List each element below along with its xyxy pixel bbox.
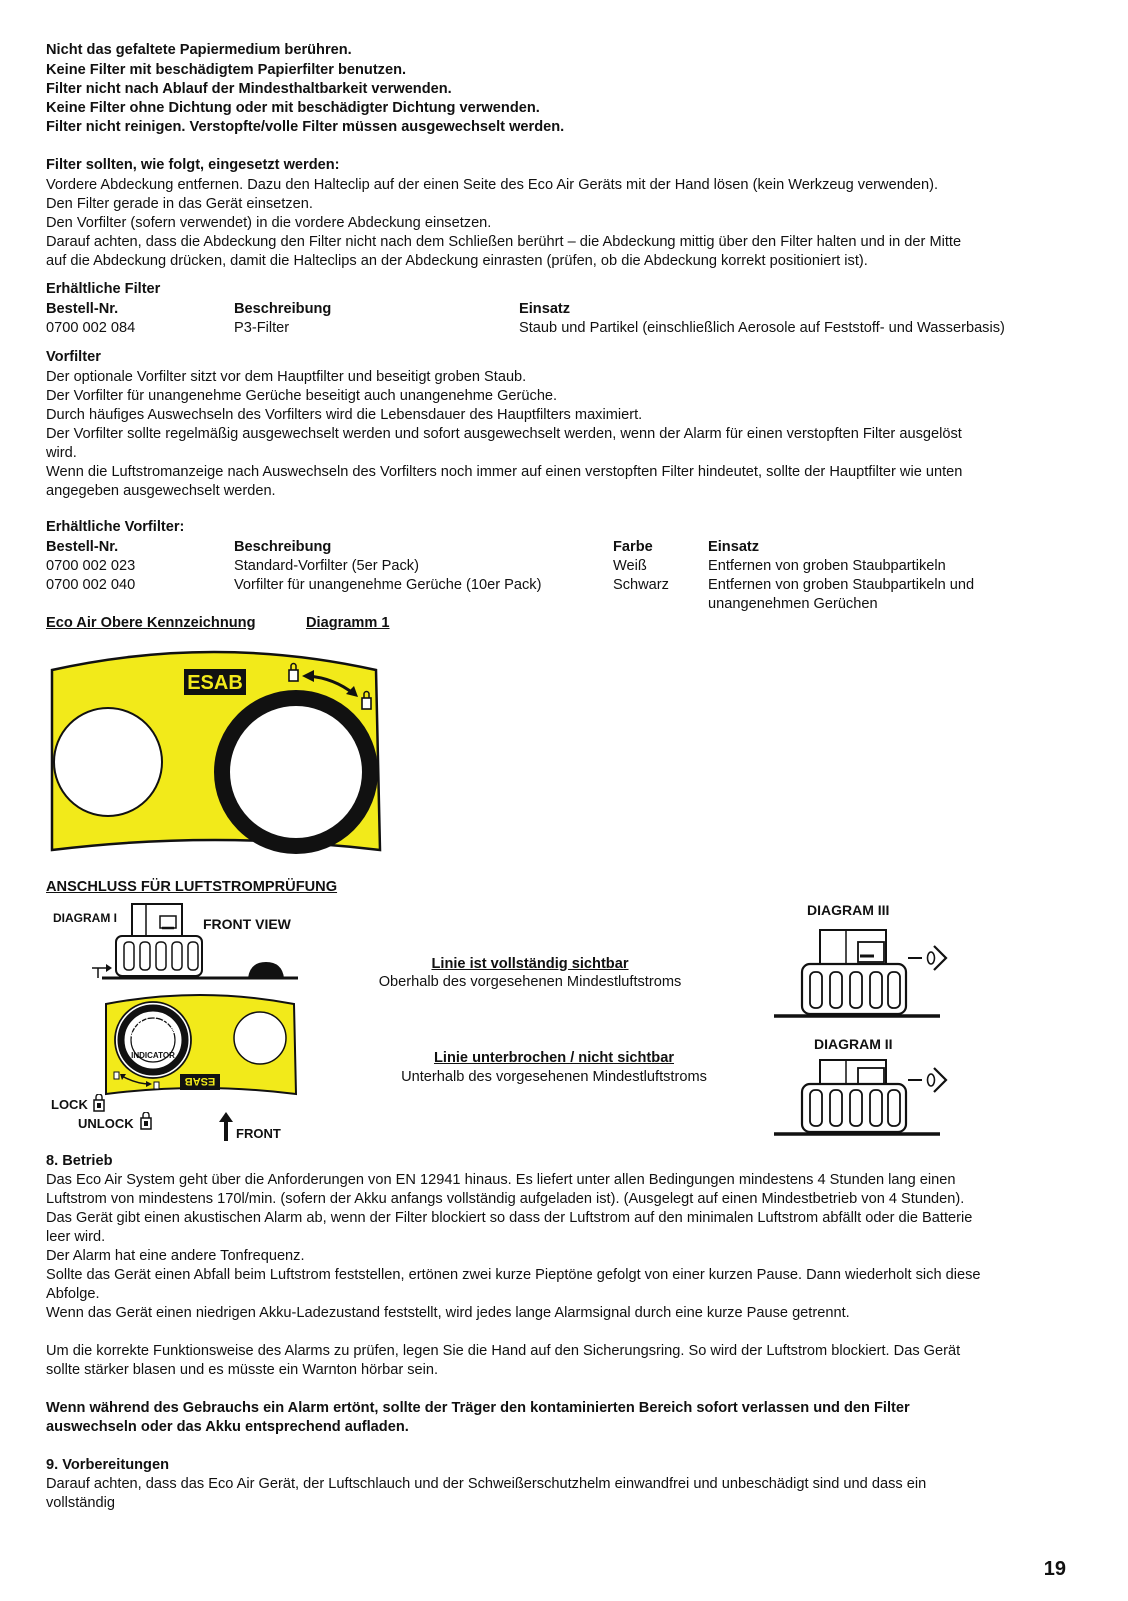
broken-title: Linie unterbrochen / nicht sichtbar xyxy=(433,1050,674,1066)
warning-line: Nicht das gefaltete Papiermedium berühren. xyxy=(46,42,352,58)
filters-row-desc: P3-Filter xyxy=(234,320,290,336)
diagram-ii-label: DIAGRAM II xyxy=(814,1036,893,1052)
operation-line: Wenn das Gerät einen niedrigen Akku-Ladezustand feststellt, wird jedes lange Alarmsignal durch eine kurze Pause getrennt. xyxy=(46,1305,850,1321)
prep-line: Darauf achten, dass das Eco Air Gerät, der Luftschlauch und der Schweißerschutzhelm einwandfrei und unbeschädigt sind und dass ein xyxy=(46,1476,927,1492)
diagram-iii-label: DIAGRAM III xyxy=(807,902,890,918)
prefilters-col-desc: Beschreibung xyxy=(234,539,332,555)
prefilters-r1-order: 0700 002 023 xyxy=(46,558,136,574)
prefilter-line: Der Vorfilter für unangenehme Gerüche beseitigt auch unangenehme Gerüche. xyxy=(46,388,558,404)
filters-row-order: 0700 002 084 xyxy=(46,320,136,336)
eye-icon xyxy=(908,1068,946,1092)
prefilter-line: wird. xyxy=(46,445,77,461)
diagram-iii-figure xyxy=(774,926,952,1020)
prefilters-col-order: Bestell-Nr. xyxy=(46,539,119,555)
lock-icon xyxy=(93,1094,105,1112)
warning-line: Keine Filter mit beschädigtem Papierfilter benutzen. xyxy=(46,62,407,78)
side-view-diagram xyxy=(88,902,308,984)
operation-line: Abfolge. xyxy=(46,1286,100,1302)
operation-line: Der Alarm hat eine andere Tonfrequenz. xyxy=(46,1248,305,1264)
diagram1-caption-right: Diagramm 1 xyxy=(306,615,390,631)
broken-text: Unterhalb des vorgesehenen Mindestluftstroms xyxy=(401,1069,707,1085)
install-line: Darauf achten, dass die Abdeckung den Filter nicht nach dem Schließen berührt – die Abdeckung mittig über den Filter halten und in der Mitte xyxy=(46,234,962,250)
install-heading: Filter sollten, wie folgt, eingesetzt werden: xyxy=(46,157,340,173)
eco-air-top-label-diagram xyxy=(44,644,394,856)
visible-title: Linie ist vollständig sichtbar xyxy=(431,956,629,972)
unlock-label: UNLOCK xyxy=(78,1116,134,1131)
operation-line: Das Gerät gibt einen akustischen Alarm ab, wenn der Filter blockiert so dass der Luftstrom auf den minimalen Luftstrom abfällt oder die Batterie xyxy=(46,1210,973,1226)
prefilter-line: Der optionale Vorfilter sitzt vor dem Hauptfilter und beseitigt groben Staub. xyxy=(46,369,527,385)
filters-col-order: Bestell-Nr. xyxy=(46,301,119,317)
install-line: Den Vorfilter (sofern verwendet) in die vordere Abdeckung einsetzen. xyxy=(46,215,492,231)
front-arrow-icon xyxy=(219,1112,233,1142)
prefilter-line: Durch häufiges Auswechseln des Vorfilters wird die Lebensdauer des Hauptfilters maximiert. xyxy=(46,407,643,423)
front-view-diagram xyxy=(100,990,300,1102)
filters-col-use: Einsatz xyxy=(519,301,571,317)
esab-logo-text: ESAB xyxy=(187,672,243,694)
prep-heading: 9. Vorbereitungen xyxy=(46,1457,169,1473)
filters-row-use: Staub und Partikel (einschließlich Aerosole auf Feststoff- und Wasserbasis) xyxy=(519,320,1005,336)
prefilter-line: angegeben ausgewechselt werden. xyxy=(46,483,276,499)
operation-line: leer wird. xyxy=(46,1229,106,1245)
prefilters-r2-order: 0700 002 040 xyxy=(46,577,136,593)
eye-icon xyxy=(908,946,946,970)
prefilters-r1-desc: Standard-Vorfilter (5er Pack) xyxy=(234,558,419,574)
prep-line: vollständig xyxy=(46,1495,115,1511)
esab-logo-small-text: ESAB xyxy=(184,1075,216,1087)
unlock-small-icon xyxy=(154,1082,159,1089)
prefilters-r1-color: Weiß xyxy=(613,558,647,574)
prefilters-r2-use-2: unangenehmen Gerüchen xyxy=(708,596,878,612)
esab-logo xyxy=(184,669,246,695)
prefilters-r2-color: Schwarz xyxy=(613,577,669,593)
prefilters-heading: Erhältliche Vorfilter: xyxy=(46,519,185,535)
prefilters-r2-desc: Vorfilter für unangenehme Gerüche (10er Pack) xyxy=(234,577,542,593)
install-line: Vordere Abdeckung entfernen. Dazu den Halteclip auf der einen Seite des Eco Air Geräts mit der Hand lösen (kein Werkzeug verwenden). xyxy=(46,177,939,193)
indicator-label: INDICATOR xyxy=(131,1051,175,1060)
prefilters-col-use: Einsatz xyxy=(708,539,760,555)
airflow-ring-text: AIRFLOW xyxy=(125,1013,180,1039)
prefilters-r1-use: Entfernen von groben Staubpartikeln xyxy=(708,558,946,574)
diagram-i-label: DIAGRAM I xyxy=(53,911,117,925)
operation-test-line: Um die korrekte Funktionsweise des Alarms zu prüfen, legen Sie die Hand auf den Sicherungsring. So wird der Luftstrom blockiert. Das Gerät xyxy=(46,1343,961,1359)
operation-test-line: sollte stärker blasen und es müsste ein Warnton hörbar sein. xyxy=(46,1362,439,1378)
install-line: Den Filter gerade in das Gerät einsetzen. xyxy=(46,196,313,212)
prefilter-line: Wenn die Luftstromanzeige nach Auswechseln des Vorfilters noch immer auf einen verstopften Filter hindeutet, sollte der Hauptfilter wie unten xyxy=(46,464,963,480)
lock-label: LOCK xyxy=(51,1097,88,1112)
unlock-icon xyxy=(140,1112,152,1130)
page-number: 19 xyxy=(1043,1558,1066,1580)
warning-line: Filter nicht nach Ablauf der Mindesthaltbarkeit verwenden. xyxy=(46,81,452,97)
install-line: auf die Abdeckung drücken, damit die Halteclips an der Abdeckung einrasten (prüfen, ob die Abdeckung korrekt positioniert ist). xyxy=(46,253,868,269)
filters-col-desc: Beschreibung xyxy=(234,301,332,317)
front-label: FRONT xyxy=(236,1126,281,1141)
warning-line: Keine Filter ohne Dichtung oder mit beschädigter Dichtung verwenden. xyxy=(46,100,540,116)
visible-text: Oberhalb des vorgesehenen Mindestluftstroms xyxy=(378,974,682,990)
filters-heading: Erhältliche Filter xyxy=(46,281,161,297)
operation-line: Das Eco Air System geht über die Anforderungen von EN 12941 hinaus. Es liefert unter allen Bedingungen mindestens 4 Stunden lang einen xyxy=(46,1172,956,1188)
prefilter-line: Der Vorfilter sollte regelmäßig ausgewechselt werden und sofort ausgewechselt werden, wenn der Alarm für einen verstopften Filter ausgelöst xyxy=(46,426,962,442)
operation-line: Sollte das Gerät einen Abfall beim Luftstrom feststellen, ertönen zwei kurze Pieptöne gefolgt von einer kurzen Pause. Dann wiederholt sich diese xyxy=(46,1267,981,1283)
lock-small-icon xyxy=(114,1072,119,1079)
front-view-label: FRONT VIEW xyxy=(203,916,291,932)
diagram-ii-figure xyxy=(774,1058,952,1138)
diagram1-caption-left: Eco Air Obere Kennzeichnung xyxy=(46,615,256,631)
operation-warning-line: Wenn während des Gebrauchs ein Alarm ertönt, sollte der Träger den kontaminierten Bereich sofort verlassen und den Filter xyxy=(46,1400,910,1416)
operation-heading: 8. Betrieb xyxy=(46,1153,113,1169)
operation-warning-line: auswechseln oder das Akku entsprechend aufladen. xyxy=(46,1419,409,1435)
warning-line: Filter nicht reinigen. Verstopfte/volle Filter müssen ausgewechselt werden. xyxy=(46,119,565,135)
prefilters-col-color: Farbe xyxy=(613,539,653,555)
prefilters-r2-use-1: Entfernen von groben Staubpartikeln und xyxy=(708,577,975,593)
airflow-heading: ANSCHLUSS FÜR LUFTSTROMPRÜFUNG xyxy=(46,879,338,895)
prefilter-heading: Vorfilter xyxy=(46,349,101,365)
operation-line: Luftstrom von mindestens 170l/min. (sofern der Akku anfangs vollständig aufgeladen ist). (Ausgelegt auf einen Mindestbetrieb von 4 Stunden). xyxy=(46,1191,965,1207)
